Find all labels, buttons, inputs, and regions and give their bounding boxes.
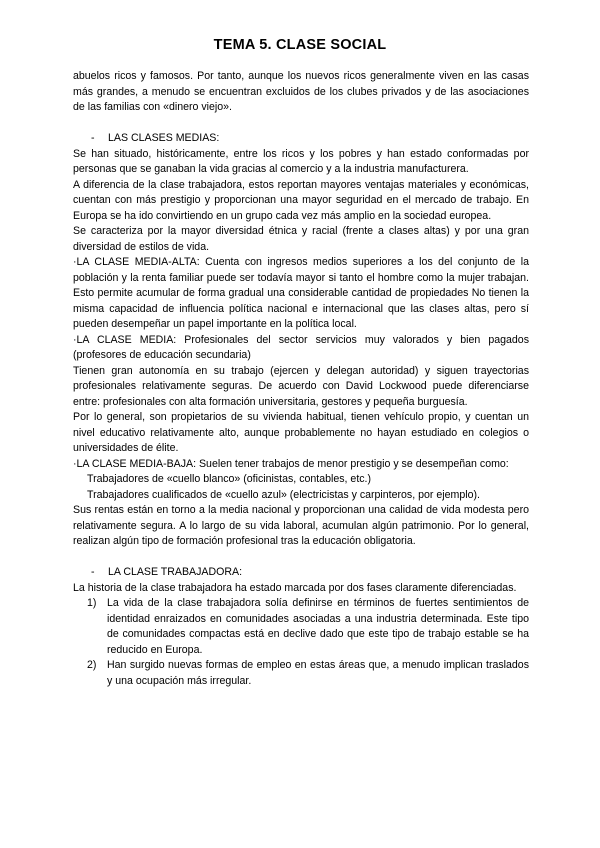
paragraph-media: ·LA CLASE MEDIA: Profesionales del sector servicios muy valorados y bien pagados (profesores de educación secundaria) — [73, 333, 529, 361]
item-text: La vida de la clase trabajadora solía definirse en términos de fuertes sentimientos de identidad enraizados en comunidades asociadas a una industria determinada. Este tipo de comunidades compactas está en declive dado que este tipo de trabajo estable se ha reducido en Europa. — [107, 597, 529, 656]
page-title: TEMA 5. CLASE SOCIAL — [213, 37, 387, 53]
paragraph: Tienen gran autonomía en su trabajo (ejercen y delegan autoridad) y siguen trayectorias profesionales relativamente seguras. De acuerdo con David Lockwood puede diferenciarse entre: profesionales con alta formación universitaria, gestores y pequeña burguesía. — [73, 364, 529, 408]
list-item: Trabajadores cualificados de «cuello azul» (electricistas y carpinteros, por ejemplo). — [87, 488, 480, 501]
intro-paragraph: abuelos ricos y famosos. Por tanto, aunque los nuevos ricos generalmente viven en las casas más grandes, a menudo se encuentran excluidos de los clubes privados y de las asociaciones de las familias con «dinero viejo». — [73, 70, 529, 113]
section-heading-clase-trabajadora — [73, 565, 529, 581]
paragraph: Se han situado, históricamente, entre los ricos y los pobres y han estado conformadas por personas que se ganaban la vida gracias al comercio y a la industria manufacturera. — [73, 147, 529, 175]
numbered-item — [73, 658, 529, 689]
bullet-dash: - — [91, 132, 95, 144]
section-heading-clases-medias — [73, 131, 529, 147]
heading-text: LA CLASE TRABAJADORA: — [108, 566, 243, 578]
paragraph: Por lo general, son propietarios de su vivienda habitual, tienen vehículo propio, y cuentan un nivel educativo relativamente alto, aunque probablemente no hayan estudiado en colegios o universidades de élite. — [73, 411, 529, 454]
item-number: 2) — [87, 659, 97, 671]
numbered-list — [73, 596, 529, 689]
spacer — [73, 116, 529, 132]
paragraph-media-alta: ·LA CLASE MEDIA-ALTA: Cuenta con ingresos medios superiores a los del conjunto de la población y la renta familiar puede ser todavía mayor si tanto el hombre como la mujer trabajan. Esto permite acumular de forma gradual una considerable cantidad de propiedades No tienen la misma capacidad de influencia política nacional e internacional que las clases altas, pero sí pueden desempeñar un papel importante en la política local. — [73, 256, 529, 330]
document-body — [73, 69, 529, 689]
item-number: 1) — [87, 597, 97, 609]
paragraph: La historia de la clase trabajadora ha estado marcada por dos fases claramente diferenciadas. — [73, 581, 517, 594]
paragraph: Se caracteriza por la mayor diversidad étnica y racial (frente a clases altas) y por una gran diversidad de estilos de vida. — [73, 225, 529, 253]
bullet-dash: - — [91, 566, 95, 578]
paragraph-media-baja: ·LA CLASE MEDIA-BAJA: Suelen tener trabajos de menor prestigio y se desempeñan como: — [73, 457, 509, 470]
list-item: Trabajadores de «cuello blanco» (oficinistas, contables, etc.) — [87, 473, 372, 485]
item-text: Han surgido nuevas formas de empleo en estas áreas que, a menudo implican traslados y una ocupación más irregular. — [107, 659, 529, 687]
spacer — [73, 550, 529, 566]
heading-text: LAS CLASES MEDIAS: — [108, 132, 220, 144]
numbered-item — [73, 596, 529, 658]
paragraph: Sus rentas están en torno a la media nacional y proporcionan una calidad de vida modesta pero relativamente segura. A lo largo de su vida laboral, acumulan algún patrimonio. Por lo general, realizan algún tipo de formación profesional tras la educación obligatoria. — [73, 504, 529, 547]
paragraph: A diferencia de la clase trabajadora, estos reportan mayores ventajas materiales y económicas, cuentan con más prestigio y proporcionan una mayor seguridad en el mercado de trabajo. En Europa se ha ido convirtiendo en un grupo cada vez más amplio en la sociedad europea. — [73, 178, 529, 222]
